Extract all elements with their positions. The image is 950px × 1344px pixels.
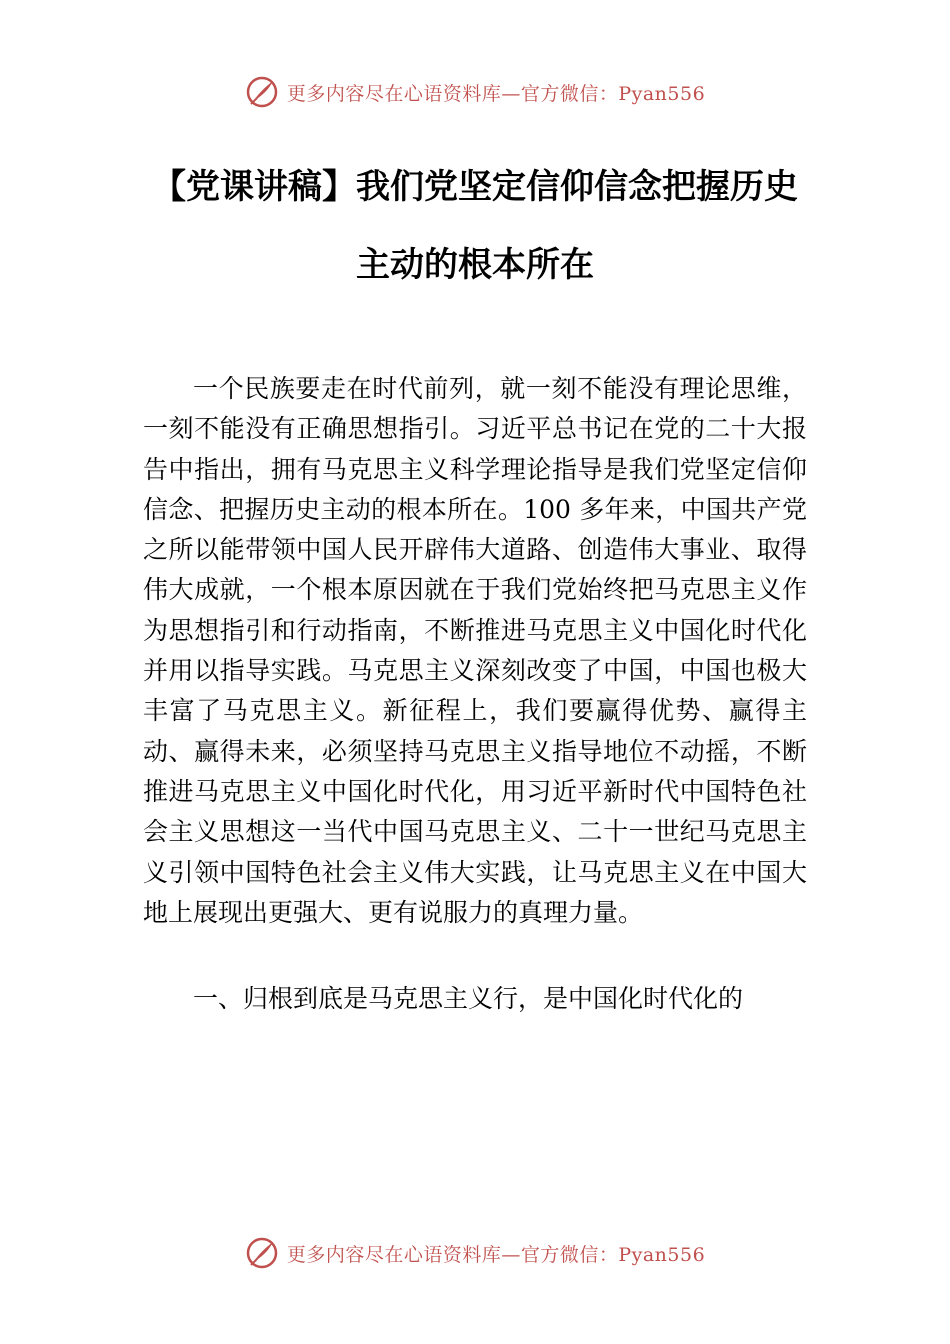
document-body bbox=[143, 369, 807, 1019]
footer-banner bbox=[0, 1231, 950, 1275]
document-title bbox=[130, 148, 820, 304]
section-heading: 一、归根到底是马克思主义行，是中国化时代化的 bbox=[193, 984, 744, 1014]
quill-logo-icon bbox=[245, 75, 279, 109]
footer-banner-text: 更多内容尽在心语资料库—官方微信：Pyan556 bbox=[286, 1243, 706, 1266]
title-line-2: 主动的根本所在 bbox=[356, 245, 594, 285]
header-banner bbox=[0, 70, 950, 114]
body-paragraph: 一个民族要走在时代前列，就一刻不能没有理论思维，一刻不能没有正确思想指引。习近平总书记在党的二十大报告中指出，拥有马克思主义科学理论指导是我们党坚定信仰信念、把握历史主动的根本所在。100 多年来，中国共产党之所以能带领中国人民开辟伟大道路、创造伟大事业、取得伟大成就，一个根本原因就在于我们党始终把马克思主义作为思想指引和行动指南，不断推进马克思主义中国化时代化并用以指导实践。马克思主义深刻改变了中国，中国也极大丰富了马克思主义。新征程上，我们要赢得优势、赢得主动、赢得未来，必须坚持马克思主义指导地位不动摇，不断推进马克思主义中国化时代化，用习近平新时代中国特色社会主义思想这一当代中国马克思主义、二十一世纪马克思主义引领中国特色社会主义伟大实践，让马克思主义在中国大地上展现出更强大、更有说服力的真理力量。 bbox=[143, 374, 807, 927]
quill-logo-icon bbox=[245, 1236, 279, 1270]
header-banner-text: 更多内容尽在心语资料库—官方微信：Pyan556 bbox=[286, 82, 706, 105]
title-line-1: 【党课讲稿】我们党坚定信仰信念把握历史 bbox=[152, 167, 798, 207]
